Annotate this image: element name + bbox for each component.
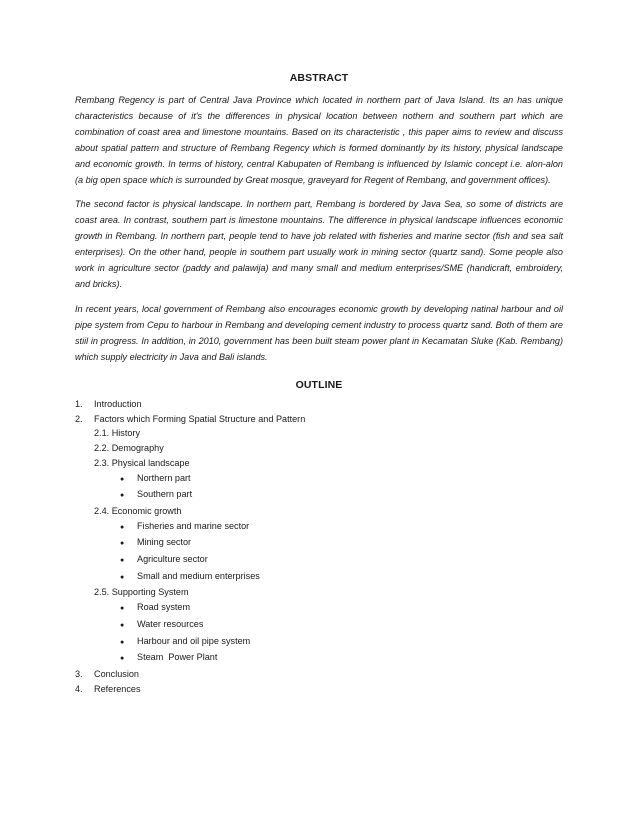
outline-list: [75, 397, 563, 696]
outline-bullet: [75, 600, 563, 617]
bullet-icon: ●: [120, 605, 125, 613]
outline-item-number: 1.: [75, 399, 83, 409]
abstract-paragraph: The second factor is physical landscape. In northern part, Rembang is bordered by Java Sea, so some of districts are coast area. In contrast, southern part is limestone mountains. The difference in physical landscape influences economic growth in Rembang. In northern part, people tend to have job related with fisheries and marine sector (fish and sea salt enterprises). On the other hand, people in southern part usually work in mining sector (quartz sand). Some people also work in agriculture sector (paddy and palawija) and many small and medium enterprises/SME (handicraft, embroidery, and bricks).: [75, 199, 563, 289]
outline-item-label: Southern part: [137, 489, 193, 500]
outline-bullet: [75, 519, 563, 536]
outline-item-label: Small and medium enterprises: [137, 570, 260, 581]
outline-item-label: References: [94, 683, 141, 694]
bullet-icon: ●: [120, 540, 125, 548]
outline-item-label: Mining sector: [137, 537, 192, 548]
outline-subsection: [75, 441, 563, 456]
outline-item-label: Agriculture sector: [137, 554, 208, 565]
bullet-icon: ●: [120, 523, 125, 531]
outline-item: [75, 412, 563, 427]
outline-bullet: [75, 634, 563, 651]
bullet-icon: ●: [120, 557, 125, 565]
outline-item-label: 2.4. Economic growth: [94, 505, 182, 516]
outline-bullet: [75, 650, 563, 667]
outline-bullet: [75, 471, 563, 488]
bullet-icon: ●: [120, 621, 125, 629]
outline-bullet: [75, 535, 563, 552]
outline-bullet: [75, 487, 563, 504]
outline-item-label: 2.1. History: [94, 428, 140, 439]
outline-item-label: Harbour and oil pipe system: [137, 635, 251, 646]
outline-item-label: Road system: [137, 602, 191, 613]
abstract-heading: ABSTRACT: [289, 72, 349, 84]
outline-item-label: 2.5. Supporting System: [94, 587, 189, 598]
outline-item-label: Conclusion: [94, 668, 139, 679]
bullet-icon: ●: [120, 655, 125, 663]
outline-item-label: Steam Power Plant: [137, 652, 218, 663]
abstract-paragraph: Rembang Regency is part of Central Java Province which located in northern part of Java Island. Its an has unique characteristics because of it's the differences in physical location between nothern and southern part which are combination of coast area and limestone mountains. Based on its characteristic , this paper aims to review and discuss about spatial pattern and structure of Rembang Regency which is formed dominantly by its history, physical landscape and economic growth. In terms of history, central Kabupaten of Rembang is influenced by Islamic concept i.e. alon-alon (a big open space which is surrounded by Great mosque, graveyard for Regent of Rembang, and government offices).: [75, 95, 563, 185]
bullet-icon: ●: [120, 475, 125, 483]
outline-heading: OUTLINE: [295, 379, 343, 391]
outline-item: [75, 682, 563, 697]
outline-subsection: [75, 456, 563, 471]
outline-item: [75, 397, 563, 412]
outline-item-label: Introduction: [94, 399, 142, 409]
outline-subsection: [75, 504, 563, 519]
outline-item-label: 2.3. Physical landscape: [94, 457, 190, 468]
outline-item-number: 4.: [75, 683, 83, 694]
abstract-paragraph: In recent years, local government of Rembang also encourages economic growth by developing natinal harbour and oil pipe system from Cepu to harbour in Rembang and developing cement industry to process quartz sand. Both of them are stiil in progress. In addition, in 2010, government has been built steam power plant in Kecamatan Sluke (Kab. Rembang) which supply electricity in Java and Bali islands.: [75, 303, 563, 362]
outline-item: [75, 667, 563, 682]
outline-subsection: [75, 426, 563, 441]
bullet-icon: ●: [120, 573, 125, 581]
outline-item-label: Water resources: [137, 618, 204, 629]
outline-bullet: [75, 569, 563, 586]
outline-item-label: Fisheries and marine sector: [137, 520, 250, 531]
outline-bullet: [75, 617, 563, 634]
outline-subsection: [75, 585, 563, 600]
outline-item-label: Factors which Forming Spatial Structure and Pattern: [94, 413, 306, 424]
outline-item-number: 3.: [75, 668, 83, 679]
outline-bullet: [75, 552, 563, 569]
outline-item-number: 2.: [75, 413, 83, 424]
outline-item-label: Northern part: [137, 472, 191, 483]
abstract-body: [75, 93, 563, 375]
bullet-icon: ●: [120, 492, 125, 500]
outline-item-label: 2.2. Demography: [94, 443, 164, 454]
bullet-icon: ●: [120, 638, 125, 646]
